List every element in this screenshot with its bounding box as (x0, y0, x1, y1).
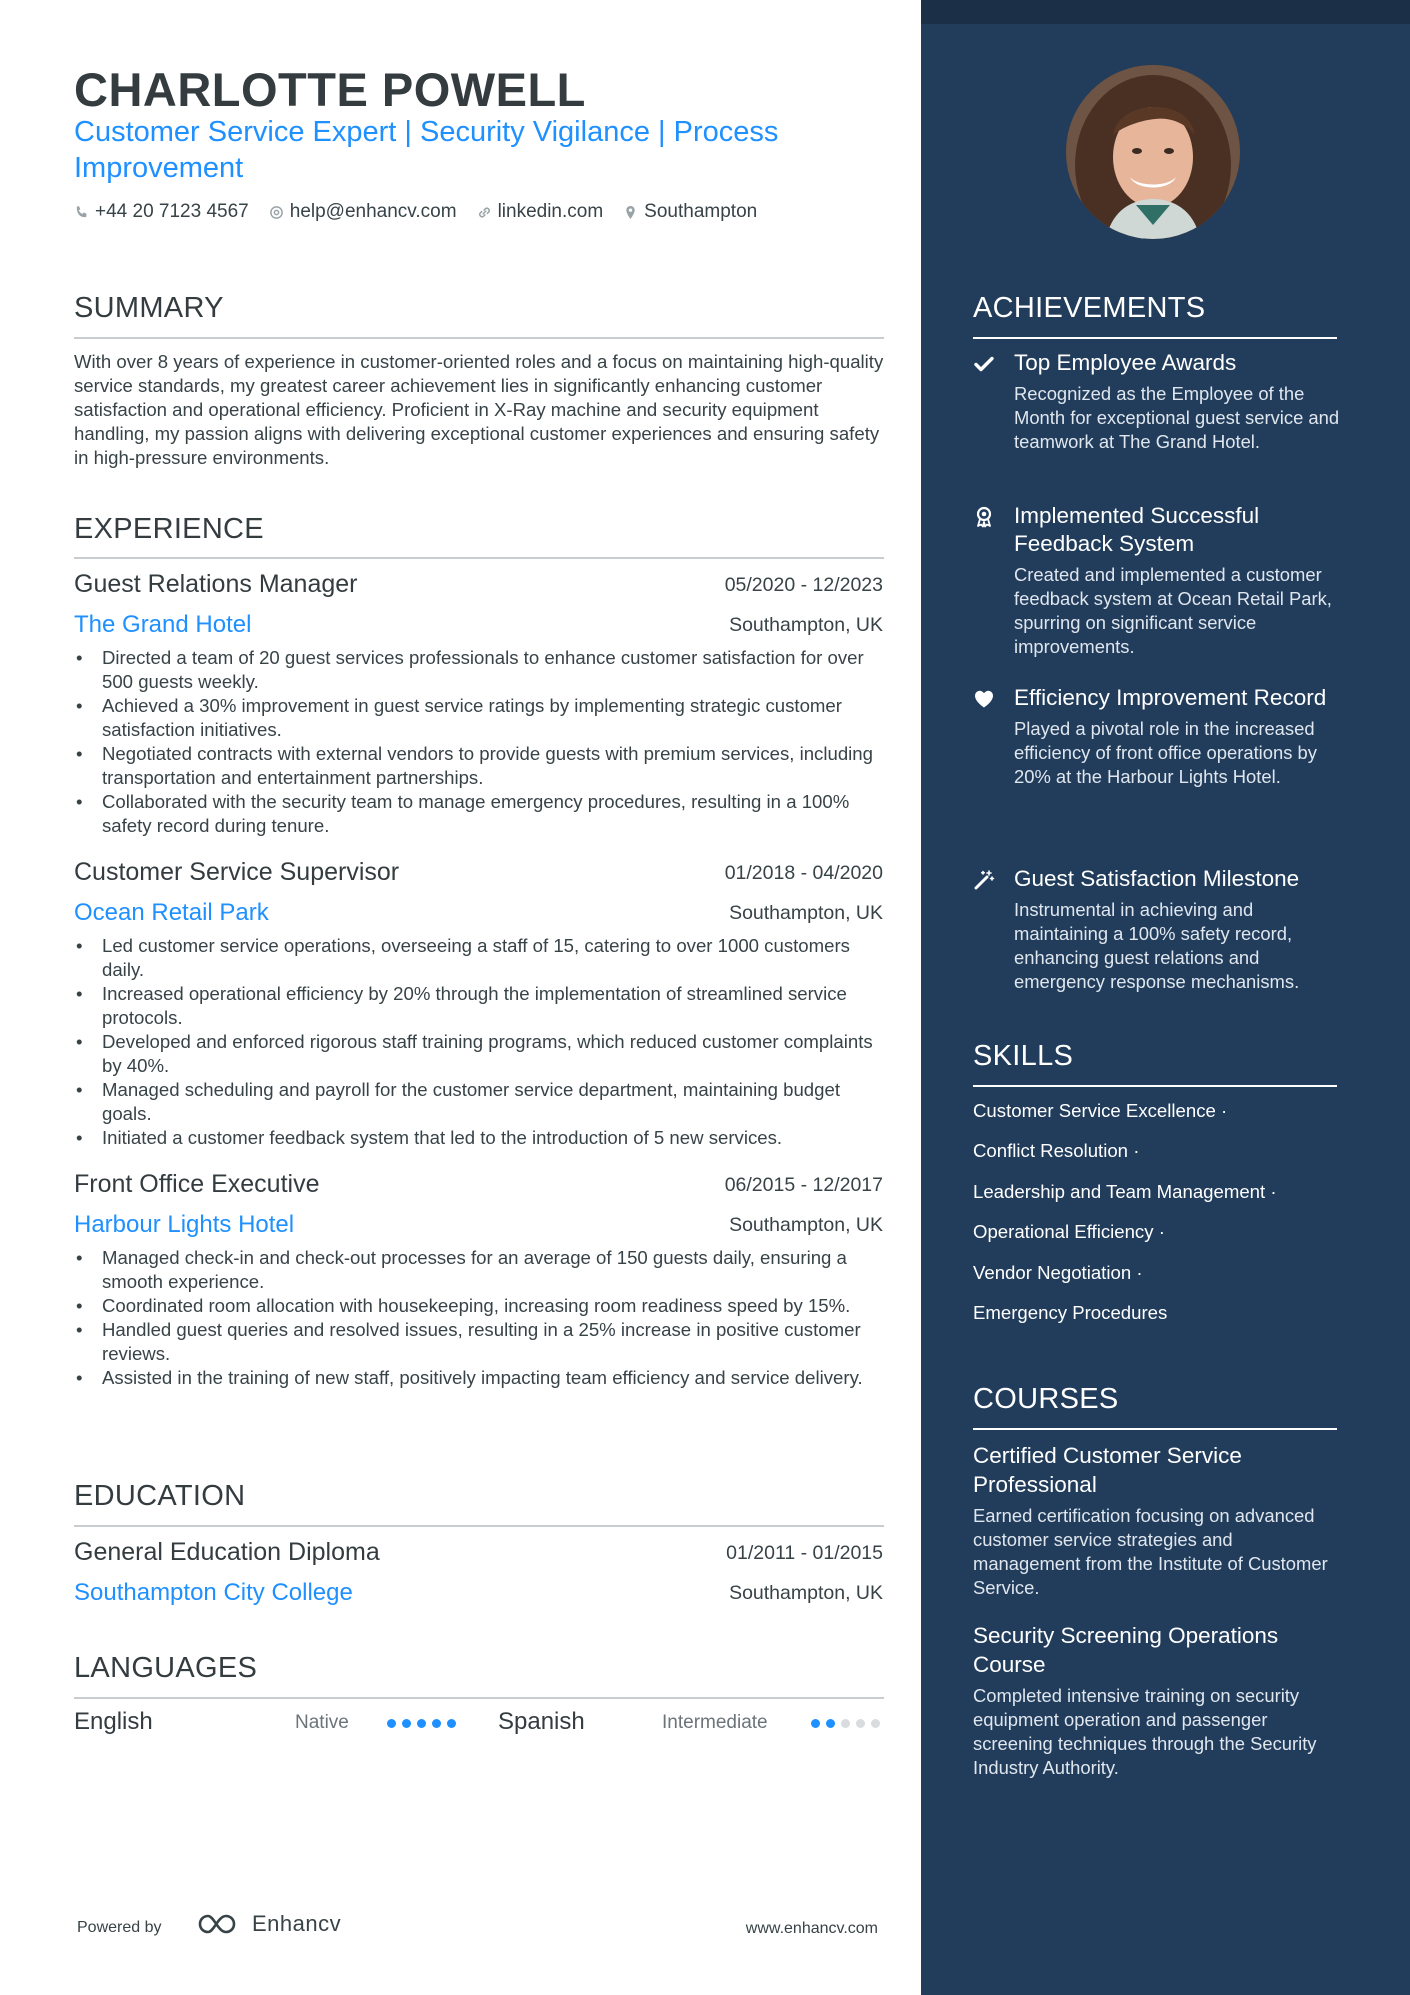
job-bullets (74, 1246, 889, 1390)
job-location: Southampton, UK (729, 1214, 883, 1236)
rating-dot (856, 1719, 865, 1728)
rating-dot (447, 1719, 456, 1728)
job-location: Southampton, UK (729, 614, 883, 636)
skills-divider (973, 1085, 1337, 1087)
job-company[interactable]: The Grand Hotel (74, 611, 252, 638)
language-name: Spanish (498, 1708, 585, 1735)
achievement-item (973, 865, 1343, 994)
bullet-item: • Handled guest queries and resolved issues, resulting in a 25% increase in positive customer reviews. (74, 1318, 889, 1366)
bullet-item: • Directed a team of 20 guest services professionals to enhance customer satisfaction for over 500 guests weekly. (74, 646, 889, 694)
powered-by-label: Powered by (77, 1919, 162, 1936)
contact-location (623, 201, 757, 223)
bullet-item: • Achieved a 30% improvement in guest service ratings by implementing strategic customer satisfaction initiatives. (74, 694, 889, 742)
check-icon (973, 353, 995, 375)
achievement-title: Guest Satisfaction Milestone (1014, 866, 1300, 891)
sidebar-top-bar (921, 0, 1410, 24)
achievement-item (973, 349, 1343, 454)
enhancv-logo[interactable] (196, 1910, 341, 1938)
bullet-item: • Developed and enforced rigorous staff training programs, which reduced customer complaints by 40%. (74, 1030, 889, 1078)
contact-bar (74, 201, 777, 223)
education-divider (74, 1525, 884, 1527)
achievement-item (973, 502, 1343, 659)
job-company[interactable]: Ocean Retail Park (74, 899, 269, 926)
skill-item: Leadership and Team Management · (973, 1181, 1277, 1202)
bullet-item: • Negotiated contracts with external vendors to provide guests with premium services, including transportation and entertainment partnerships. (74, 742, 889, 790)
rating-dot (826, 1719, 835, 1728)
contact-linkedin[interactable] (477, 201, 604, 223)
job-location: Southampton, UK (729, 902, 883, 924)
achievement-desc: Recognized as the Employee of the Month for exceptional guest service and teamwork at The Grand Hotel. (1014, 383, 1340, 452)
rating-dot (387, 1719, 396, 1728)
location-text: Southampton (644, 201, 758, 222)
achievement-title: Efficiency Improvement Record (1014, 685, 1327, 710)
profile-photo-image (1066, 65, 1240, 239)
education-location: Southampton, UK (729, 1582, 883, 1604)
language-name: English (74, 1708, 153, 1735)
course-desc: Earned certification focusing on advanced customer service strategies and management from the Institute of Customer Service. (973, 1505, 1328, 1598)
footer-url[interactable]: www.enhancv.com (745, 1920, 878, 1937)
language-level: Native (295, 1712, 349, 1733)
at-icon (269, 205, 284, 220)
enhancv-brand: Enhancv (252, 1911, 342, 1936)
bullet-item: • Initiated a customer feedback system that led to the introduction of 5 new services. (74, 1126, 889, 1150)
rating-dot (841, 1719, 850, 1728)
language-level: Intermediate (662, 1712, 768, 1733)
rating-dot (811, 1719, 820, 1728)
bullet-item: • Managed check-in and check-out processes for an average of 150 guests daily, ensuring a smooth experience. (74, 1246, 889, 1294)
skill-item: Vendor Negotiation · (973, 1262, 1143, 1283)
skill-item: Emergency Procedures (973, 1302, 1168, 1323)
skills-heading: SKILLS (973, 1040, 1074, 1072)
enhancv-logo-icon (196, 1910, 242, 1938)
achievement-title: Top Employee Awards (1014, 350, 1237, 375)
headline: Customer Service Expert | Security Vigilance | Process Improvement (74, 116, 779, 184)
achievements-heading: ACHIEVEMENTS (973, 292, 1206, 324)
award-ribbon-icon (973, 506, 995, 528)
profile-photo (1066, 65, 1240, 239)
summary-text: With over 8 years of experience in customer-oriented roles and a focus on maintaining high-quality service standards, my greatest career achievement lies in significantly enhancing customer satisfaction and operational efficiency. Proficient in X-Ray machine and security equipment handling, my passion aligns with delivering exceptional customer experiences and ensuring safety in high-pressure environments. (74, 351, 884, 468)
job-bullets (74, 934, 889, 1150)
language-rating (811, 1719, 886, 1728)
bullet-item: • Managed scheduling and payroll for the customer service department, maintaining budget goals. (74, 1078, 889, 1126)
rating-dot (432, 1719, 441, 1728)
course-desc: Completed intensive training on security equipment operation and passenger screening techniques through the Security Industry Authority. (973, 1685, 1317, 1778)
phone-icon (74, 205, 89, 220)
link-icon (477, 205, 492, 220)
course-title: Security Screening Operations Course (973, 1623, 1279, 1677)
bullet-item: • Led customer service operations, overseeing a staff of 15, catering to over 1000 customers daily. (74, 934, 889, 982)
course-item (973, 1621, 1343, 1780)
achievements-divider (973, 337, 1337, 339)
linkedin-text: linkedin.com (497, 201, 604, 222)
achievement-title: Implemented Successful Feedback System (1014, 503, 1260, 556)
rating-dot (402, 1719, 411, 1728)
achievement-desc: Played a pivotal role in the increased efficiency of front office operations by 20% at the Harbour Lights Hotel. (1014, 718, 1317, 787)
experience-divider (74, 557, 884, 559)
rating-dot (417, 1719, 426, 1728)
school-name[interactable]: Southampton City College (74, 1579, 353, 1606)
achievement-item (973, 684, 1343, 789)
job-dates: 01/2018 - 04/2020 (724, 862, 883, 884)
summary-divider (74, 337, 884, 339)
job-title: Customer Service Supervisor (74, 858, 400, 886)
bullet-item: • Coordinated room allocation with housekeeping, increasing room readiness speed by 15%. (74, 1294, 889, 1318)
job-title: Guest Relations Manager (74, 570, 358, 598)
rating-dot (871, 1719, 880, 1728)
phone-text: +44 20 7123 4567 (95, 201, 249, 222)
job-dates: 06/2015 - 12/2017 (724, 1174, 883, 1196)
summary-heading: SUMMARY (74, 292, 224, 324)
skill-item: Customer Service Excellence · (973, 1100, 1228, 1121)
bullet-item: • Assisted in the training of new staff, positively impacting team efficiency and service delivery. (74, 1366, 889, 1390)
languages-divider (74, 1697, 884, 1699)
languages-heading: LANGUAGES (74, 1652, 258, 1684)
heart-icon (973, 688, 995, 710)
job-dates: 05/2020 - 12/2023 (724, 574, 883, 596)
achievement-desc: Created and implemented a customer feedback system at Ocean Retail Park, spurring on significant service improvements. (1014, 564, 1332, 657)
email-text: help@enhancv.com (289, 201, 457, 222)
degree-title: General Education Diploma (74, 1538, 380, 1566)
experience-heading: EXPERIENCE (74, 513, 264, 545)
education-heading: EDUCATION (74, 1480, 246, 1512)
location-pin-icon (623, 205, 638, 220)
job-company[interactable]: Harbour Lights Hotel (74, 1211, 295, 1238)
course-title: Certified Customer Service Professional (973, 1443, 1242, 1497)
magic-wand-icon (973, 869, 995, 891)
achievement-desc: Instrumental in achieving and maintaining a 100% safety record, enhancing guest relations and emergency response mechanisms. (1014, 899, 1300, 992)
job-bullets (74, 646, 889, 838)
bullet-item: • Increased operational efficiency by 20% through the implementation of streamlined service protocols. (74, 982, 889, 1030)
skill-item: Operational Efficiency · (973, 1221, 1165, 1242)
candidate-name: CHARLOTTE POWELL (74, 63, 586, 116)
language-rating (387, 1719, 462, 1728)
contact-email[interactable] (269, 201, 457, 223)
bullet-item: • Collaborated with the security team to manage emergency procedures, resulting in a 100% safety record during tenure. (74, 790, 889, 838)
job-title: Front Office Executive (74, 1170, 320, 1198)
skill-item: Conflict Resolution · (973, 1140, 1140, 1161)
contact-phone[interactable] (74, 201, 249, 223)
languages-row (74, 1708, 884, 1738)
course-item (973, 1441, 1343, 1600)
courses-heading: COURSES (973, 1383, 1119, 1415)
education-dates: 01/2011 - 01/2015 (726, 1542, 883, 1564)
courses-divider (973, 1428, 1337, 1430)
